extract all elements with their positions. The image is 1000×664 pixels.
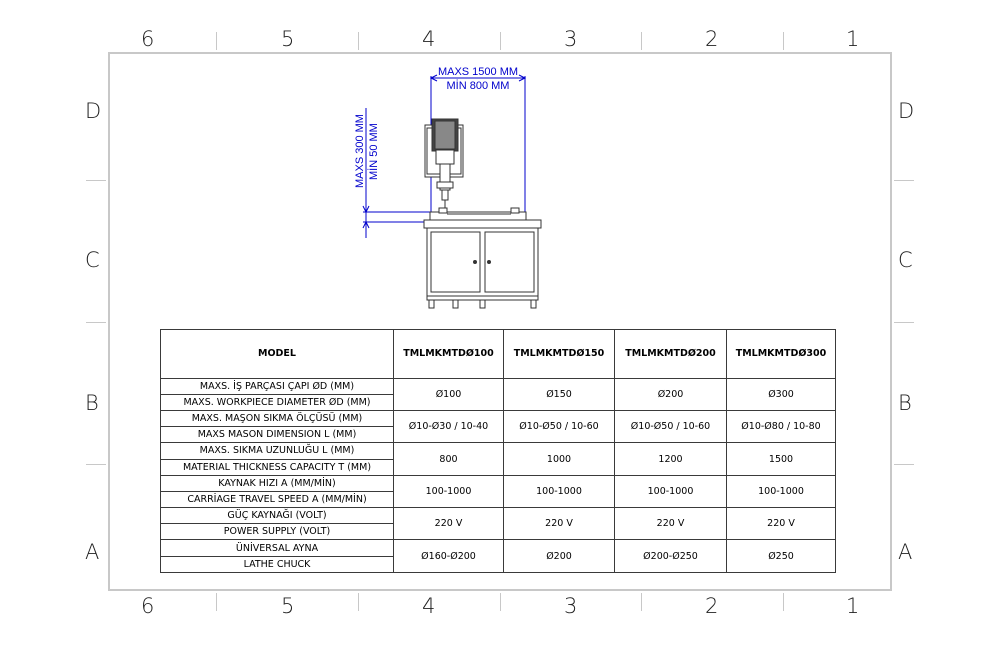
row-label-tr: MAXS. MAŞON SIKMA ÖLÇÜSÜ (MM) xyxy=(161,410,394,426)
table-row xyxy=(161,378,836,394)
clamp-block xyxy=(437,182,453,188)
zone-row-right: D xyxy=(898,99,915,123)
table-cell: 1500 xyxy=(727,443,836,475)
zone-row-left: B xyxy=(85,391,99,415)
cabinet-door-left xyxy=(431,232,480,292)
table-cell: Ø160-Ø200 xyxy=(394,540,504,573)
table-cell: Ø250 xyxy=(727,540,836,573)
model-column-header: TMLMKMTDØ150 xyxy=(504,330,615,379)
table-header-row xyxy=(161,330,836,379)
table-cell: 220 V xyxy=(394,508,504,540)
height-max-label: MAXS 300 MM xyxy=(354,114,366,188)
row-label-en: CARRİAGE TRAVEL SPEED A (MM/MİN) xyxy=(161,491,394,507)
height-min-label: MİN 50 MM xyxy=(368,123,380,180)
table-cell: 1200 xyxy=(615,443,727,475)
row-label-tr: KAYNAK HIZI A (MM/MİN) xyxy=(161,475,394,491)
table-cell: Ø300 xyxy=(727,378,836,410)
zone-row-left: C xyxy=(85,248,100,272)
table-cell: Ø10-Ø50 / 10-60 xyxy=(504,410,615,442)
zone-col-top: 3 xyxy=(564,27,578,51)
table-top xyxy=(424,220,541,228)
zone-col-bottom: 6 xyxy=(141,594,155,618)
model-column-header: TMLMKMTDØ100 xyxy=(394,330,504,379)
width-min-label: MİN 800 MM xyxy=(446,80,510,92)
zone-col-top: 2 xyxy=(705,27,719,51)
zone-row-right: C xyxy=(898,248,913,272)
table-cell: Ø200-Ø250 xyxy=(615,540,727,573)
table-cell: 100-1000 xyxy=(727,475,836,507)
door-handle-left xyxy=(474,261,477,264)
zone-col-bottom: 4 xyxy=(422,594,436,618)
cabinet-foot xyxy=(531,300,536,308)
cabinet-foot xyxy=(429,300,434,308)
zone-row-left: D xyxy=(85,99,102,123)
spec-table xyxy=(160,329,836,573)
torch-holder xyxy=(442,190,448,200)
row-label-en: MAXS. WORKPIECE DIAMETER ØD (MM) xyxy=(161,394,394,410)
cabinet-foot xyxy=(453,300,458,308)
chuck-left xyxy=(439,208,447,213)
zone-col-top: 4 xyxy=(422,27,436,51)
zone-col-top: 6 xyxy=(141,27,155,51)
row-label-en: MAXS MASON DIMENSION L (MM) xyxy=(161,427,394,443)
zone-col-top: 5 xyxy=(281,27,295,51)
zone-col-bottom: 3 xyxy=(564,594,578,618)
table-cell: Ø10-Ø50 / 10-60 xyxy=(615,410,727,442)
gearbox xyxy=(436,150,454,164)
cabinet-base xyxy=(427,296,538,300)
zone-col-bottom: 5 xyxy=(281,594,295,618)
row-label-tr: MAXS. SIKMA UZUNLUĞU L (MM) xyxy=(161,443,394,459)
table-cell: Ø200 xyxy=(615,378,727,410)
table-row xyxy=(161,410,836,426)
model-header: MODEL xyxy=(161,330,394,379)
zone-row-right: A xyxy=(898,540,913,564)
table-cell: 220 V xyxy=(727,508,836,540)
table-cell: 1000 xyxy=(504,443,615,475)
zone-row-left: A xyxy=(85,540,100,564)
zone-col-top: 1 xyxy=(846,27,860,51)
zone-col-bottom: 2 xyxy=(705,594,719,618)
table-cell: Ø200 xyxy=(504,540,615,573)
table-cell: Ø150 xyxy=(504,378,615,410)
table-cell: 220 V xyxy=(615,508,727,540)
table-cell: 220 V xyxy=(504,508,615,540)
width-max-label: MAXS 1500 MM xyxy=(437,66,519,78)
table-row xyxy=(161,508,836,524)
table-row xyxy=(161,475,836,491)
table-cell: Ø10-Ø80 / 10-80 xyxy=(727,410,836,442)
motor-face xyxy=(435,121,455,149)
zone-col-bottom: 1 xyxy=(846,594,860,618)
table-cell: Ø10-Ø30 / 10-40 xyxy=(394,410,504,442)
cabinet-foot xyxy=(480,300,485,308)
row-label-en: LATHE CHUCK xyxy=(161,556,394,572)
table-cell: 100-1000 xyxy=(615,475,727,507)
cabinet-door-right xyxy=(485,232,534,292)
row-label-tr: ÜNİVERSAL AYNA xyxy=(161,540,394,556)
chuck-right xyxy=(511,208,519,213)
row-label-tr: MAXS. İŞ PARÇASI ÇAPI ØD (MM) xyxy=(161,378,394,394)
row-label-en: MATERIAL THICKNESS CAPACITY T (MM) xyxy=(161,459,394,475)
zone-row-right: B xyxy=(898,391,912,415)
row-label-en: POWER SUPPLY (VOLT) xyxy=(161,524,394,540)
table-row xyxy=(161,443,836,459)
row-label-tr: GÜÇ KAYNAĞI (VOLT) xyxy=(161,508,394,524)
door-handle-right xyxy=(488,261,491,264)
table-cell: 100-1000 xyxy=(394,475,504,507)
table-cell: 100-1000 xyxy=(504,475,615,507)
table-row xyxy=(161,540,836,556)
model-column-header: TMLMKMTDØ200 xyxy=(615,330,727,379)
table-cell: Ø100 xyxy=(394,378,504,410)
model-column-header: TMLMKMTDØ300 xyxy=(727,330,836,379)
workbench xyxy=(424,208,541,308)
table-cell: 800 xyxy=(394,443,504,475)
